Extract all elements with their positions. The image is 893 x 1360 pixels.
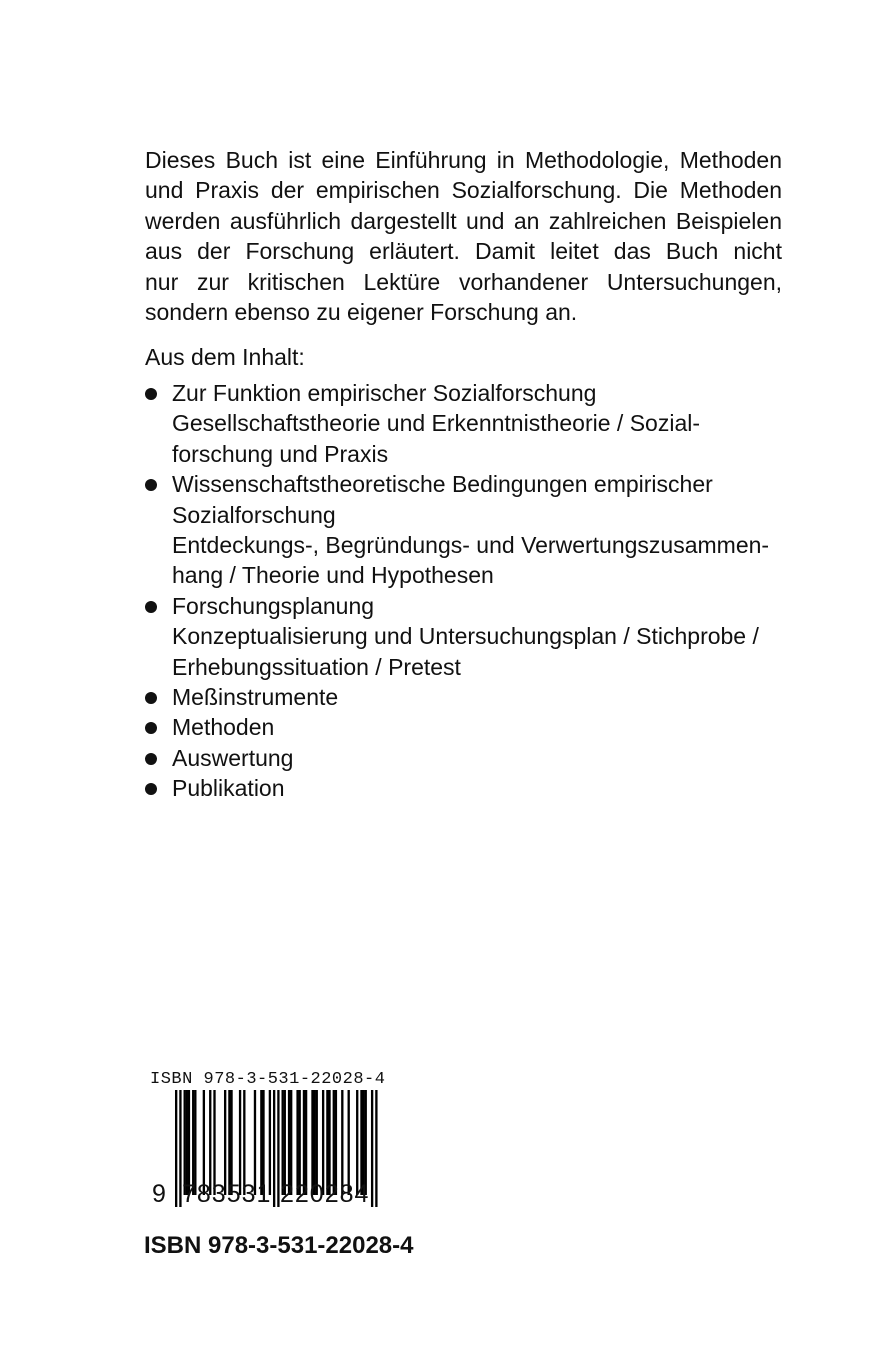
barcode-bar (371, 1090, 373, 1207)
contents-item (145, 712, 785, 742)
barcode-left-digits: 783531 (182, 1180, 272, 1208)
contents-item (145, 773, 785, 803)
contents-item (145, 378, 785, 469)
blurb-line: aus der Forschung erläutert. Damit leitet das Buch nicht (145, 238, 782, 265)
contents-item-line: Forschungsplanung (172, 592, 375, 619)
barcode-first-digit: 9 (152, 1180, 166, 1208)
contents-heading: Aus dem Inhalt: (145, 344, 305, 370)
contents-item-line: Wissenschaftstheoretische Bedingungen empirischer (172, 471, 713, 498)
contents-item-line: hang / Theorie und Hypothesen (172, 562, 494, 589)
contents-item-line: forschung und Praxis (172, 440, 389, 467)
contents-item-line: Entdeckungs-, Begründungs- und Verwertungszusammen- (172, 532, 770, 559)
contents-list (145, 378, 785, 804)
bullet-icon (145, 601, 157, 613)
contents-item-line: Zur Funktion empirischer Sozialforschung (172, 380, 597, 406)
barcode-bar (175, 1090, 177, 1207)
barcode-bar (375, 1090, 377, 1207)
contents-item-line: Gesellschaftstheorie und Erkenntnistheorie / Sozial- (172, 410, 701, 437)
barcode-bar (273, 1090, 275, 1207)
blurb-text (145, 145, 782, 327)
contents-item-line: Erhebungssituation / Pretest (172, 653, 461, 680)
contents-item-line: Sozialforschung (172, 501, 336, 528)
bullet-icon (145, 692, 157, 704)
blurb-line: nur zur kritischen Lektüre vorhandener Untersuchungen, (145, 268, 782, 295)
blurb-line: Dieses Buch ist eine Einführung in Methodologie, Methoden (145, 147, 782, 173)
contents-item (145, 743, 785, 773)
contents-item (145, 469, 785, 591)
isbn-text: ISBN 978-3-531-22028-4 (144, 1232, 414, 1259)
barcode-right-digits: 220284 (280, 1180, 370, 1208)
bullet-icon (145, 753, 157, 765)
contents-item (145, 682, 785, 712)
contents-item-line: Methoden (172, 714, 275, 741)
contents-item-line: Meßinstrumente (172, 684, 339, 711)
barcode-isbn-label: ISBN 978-3-531-22028-4 (150, 1070, 386, 1089)
blurb-line: sondern ebenso zu eigener Forschung an. (145, 299, 578, 326)
bullet-icon (145, 479, 157, 491)
contents-item-line: Konzeptualisierung und Untersuchungsplan / Stichprobe / (172, 623, 759, 650)
bullet-icon (145, 722, 157, 734)
blurb-line: werden ausführlich dargestellt und an zahlreichen Beispielen (145, 207, 782, 234)
contents-item-line: Publikation (172, 775, 285, 802)
contents-item-line: Auswertung (172, 744, 294, 771)
contents-item (145, 591, 785, 682)
blurb-line: und Praxis der empirischen Sozialforschung. Die Methoden (145, 177, 782, 204)
bullet-icon (145, 388, 157, 400)
bullet-icon (145, 783, 157, 795)
